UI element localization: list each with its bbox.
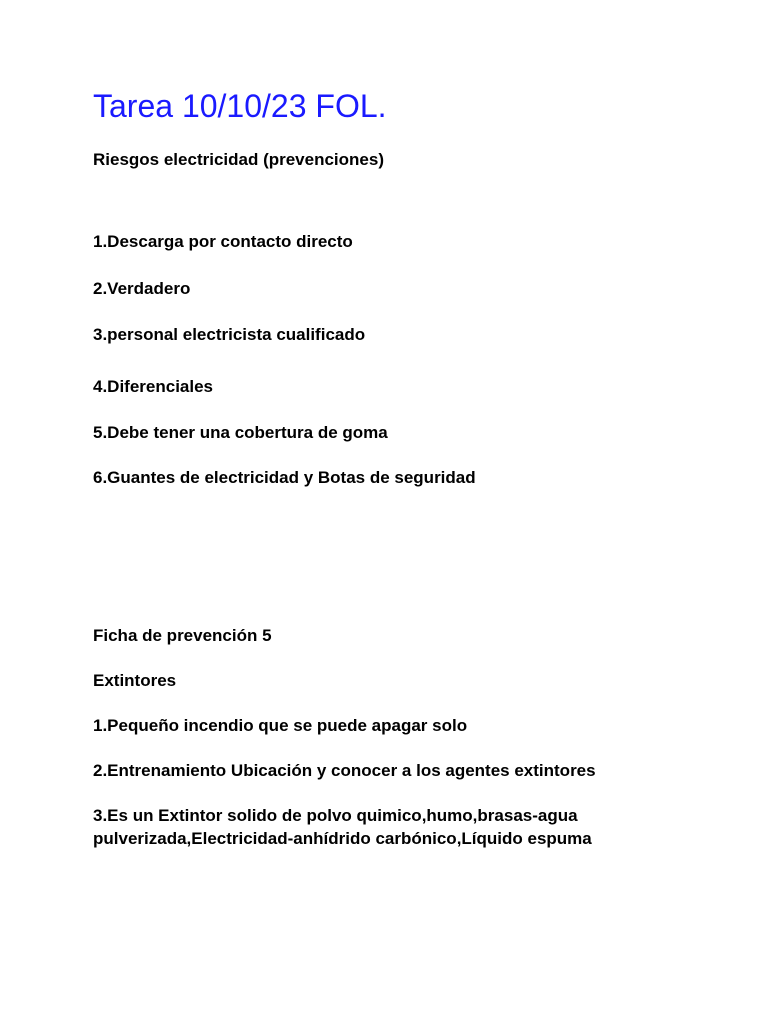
document-title: Tarea 10/10/23 FOL. bbox=[93, 88, 387, 124]
section-heading-prevention-sheet: Ficha de prevención 5 bbox=[93, 626, 272, 645]
section-subheading-extinguishers: Extintores bbox=[93, 671, 177, 690]
answer-item-6: 6.Guantes de electricidad y Botas de seguridad bbox=[93, 468, 476, 487]
answer-item-5: 5.Debe tener una cobertura de goma bbox=[93, 423, 388, 442]
extinguisher-item-3-line-2: pulverizada,Electricidad-anhídrido carbónico,Líquido espuma bbox=[93, 829, 592, 848]
extinguisher-item-1: 1.Pequeño incendio que se puede apagar solo bbox=[93, 716, 468, 735]
extinguisher-item-2: 2.Entrenamiento Ubicación y conocer a los agentes extintores bbox=[93, 761, 596, 780]
answer-item-3: 3.personal electricista cualificado bbox=[93, 325, 366, 344]
answer-item-2: 2.Verdadero bbox=[93, 279, 191, 298]
extinguisher-item-3-line-1: 3.Es un Extintor solido de polvo quimico,humo,brasas-agua bbox=[93, 806, 578, 825]
answer-item-4: 4.Diferenciales bbox=[93, 377, 214, 396]
answer-item-1: 1.Descarga por contacto directo bbox=[93, 232, 353, 251]
section-heading-electricity: Riesgos electricidad (prevenciones) bbox=[93, 150, 384, 169]
